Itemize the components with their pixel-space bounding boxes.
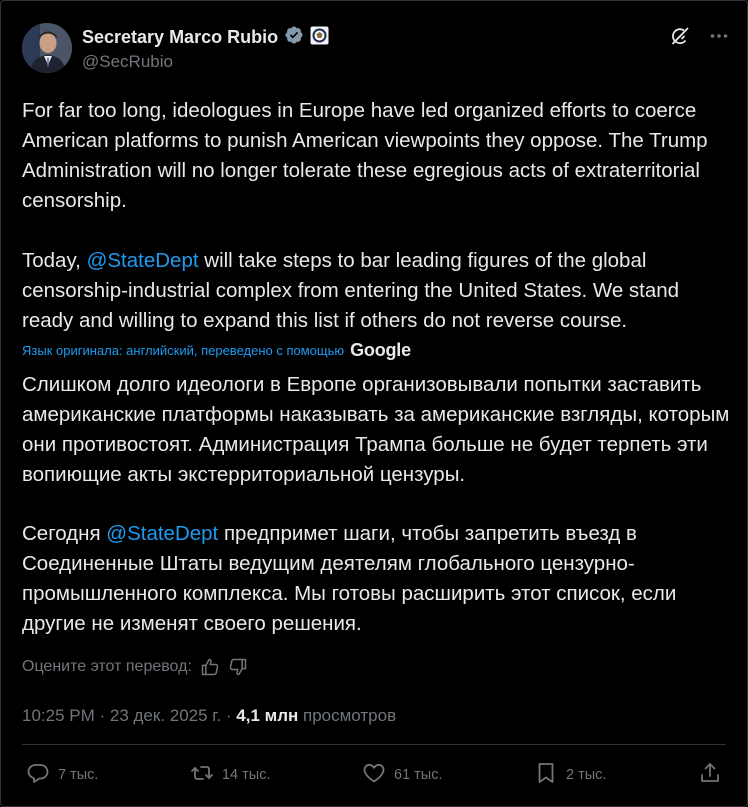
more-icon[interactable] <box>709 26 729 46</box>
views-count: 4,1 млн <box>236 706 299 725</box>
repost-icon <box>190 761 214 789</box>
top-actions <box>669 25 729 47</box>
action-bar <box>26 761 722 789</box>
thumbs-up-icon[interactable] <box>200 657 220 677</box>
google-logo: Google <box>350 340 411 360</box>
translation-note-text: Язык оригинала: английский, переведено с помощью <box>22 343 345 358</box>
divider <box>22 744 726 745</box>
reply-icon <box>26 761 50 789</box>
rate-translation-row <box>22 657 248 677</box>
text-segment: предпримет шаги, чтобы запретить въезд в Соединенные Штаты ведущим деятелям глобального цензурно-промышленного комплекса. Мы готовы расширить этот список, если другие не изменят своего решения. <box>22 522 677 635</box>
like-button[interactable] <box>362 761 443 789</box>
tweet-text-translated-p2 <box>22 519 734 639</box>
share-button[interactable] <box>698 761 722 789</box>
display-name[interactable]: Secretary Marco Rubio <box>82 27 279 47</box>
repost-button[interactable] <box>190 761 271 789</box>
tweet-meta <box>22 706 396 726</box>
bookmark-button[interactable] <box>534 761 606 789</box>
grok-icon[interactable] <box>669 25 691 47</box>
text-segment: Today, <box>22 249 87 272</box>
text-segment: will take steps to bar leading figures of the global censorship-industrial complex from entering the United States. We stand ready and willing to expand this list if others do not reverse course. <box>22 249 680 332</box>
tweet-text-translated-p1: Слишком долго идеологи в Европе организовывали попытки заставить американские платформы наказывать за американские взгляды, которым они противостоят. Администрация Трампа больше не будет терпеть эти вопиющие акты экстерриториальной цензуры. <box>22 373 730 486</box>
handle[interactable]: @SecRubio <box>82 52 173 71</box>
reply-count: 7 тыс. <box>58 767 99 783</box>
text-segment: Сегодня <box>22 522 107 545</box>
bookmark-count: 2 тыс. <box>566 767 607 783</box>
bookmark-icon <box>534 761 558 789</box>
tweet-text-original-p1: For far too long, ideologues in Europe have led organized efforts to coerce American platforms to punish American viewpoints they oppose. The Trump Administration will no longer tolerate these egregious acts of extraterritorial censorship. <box>22 99 708 212</box>
author-name-row <box>82 25 329 50</box>
views-label: просмотров <box>298 706 397 725</box>
government-seal-icon <box>310 26 329 50</box>
avatar[interactable] <box>22 23 72 73</box>
like-count: 61 тыс. <box>394 767 443 783</box>
like-icon <box>362 761 386 789</box>
mention-link[interactable]: @StateDept <box>106 522 219 545</box>
share-icon <box>698 761 722 789</box>
repost-count: 14 тыс. <box>221 767 271 783</box>
verified-badge-icon <box>284 25 304 50</box>
timestamp[interactable]: 10:25 PM · 23 дек. 2025 г. · <box>22 706 237 725</box>
rate-translation-label: Оцените этот перевод: <box>22 658 192 675</box>
translation-note[interactable] <box>22 340 411 361</box>
tweet-text-original-p2 <box>22 246 734 336</box>
mention-link[interactable]: @StateDept <box>86 249 199 272</box>
reply-button[interactable] <box>26 761 98 789</box>
thumbs-down-icon[interactable] <box>228 657 248 677</box>
